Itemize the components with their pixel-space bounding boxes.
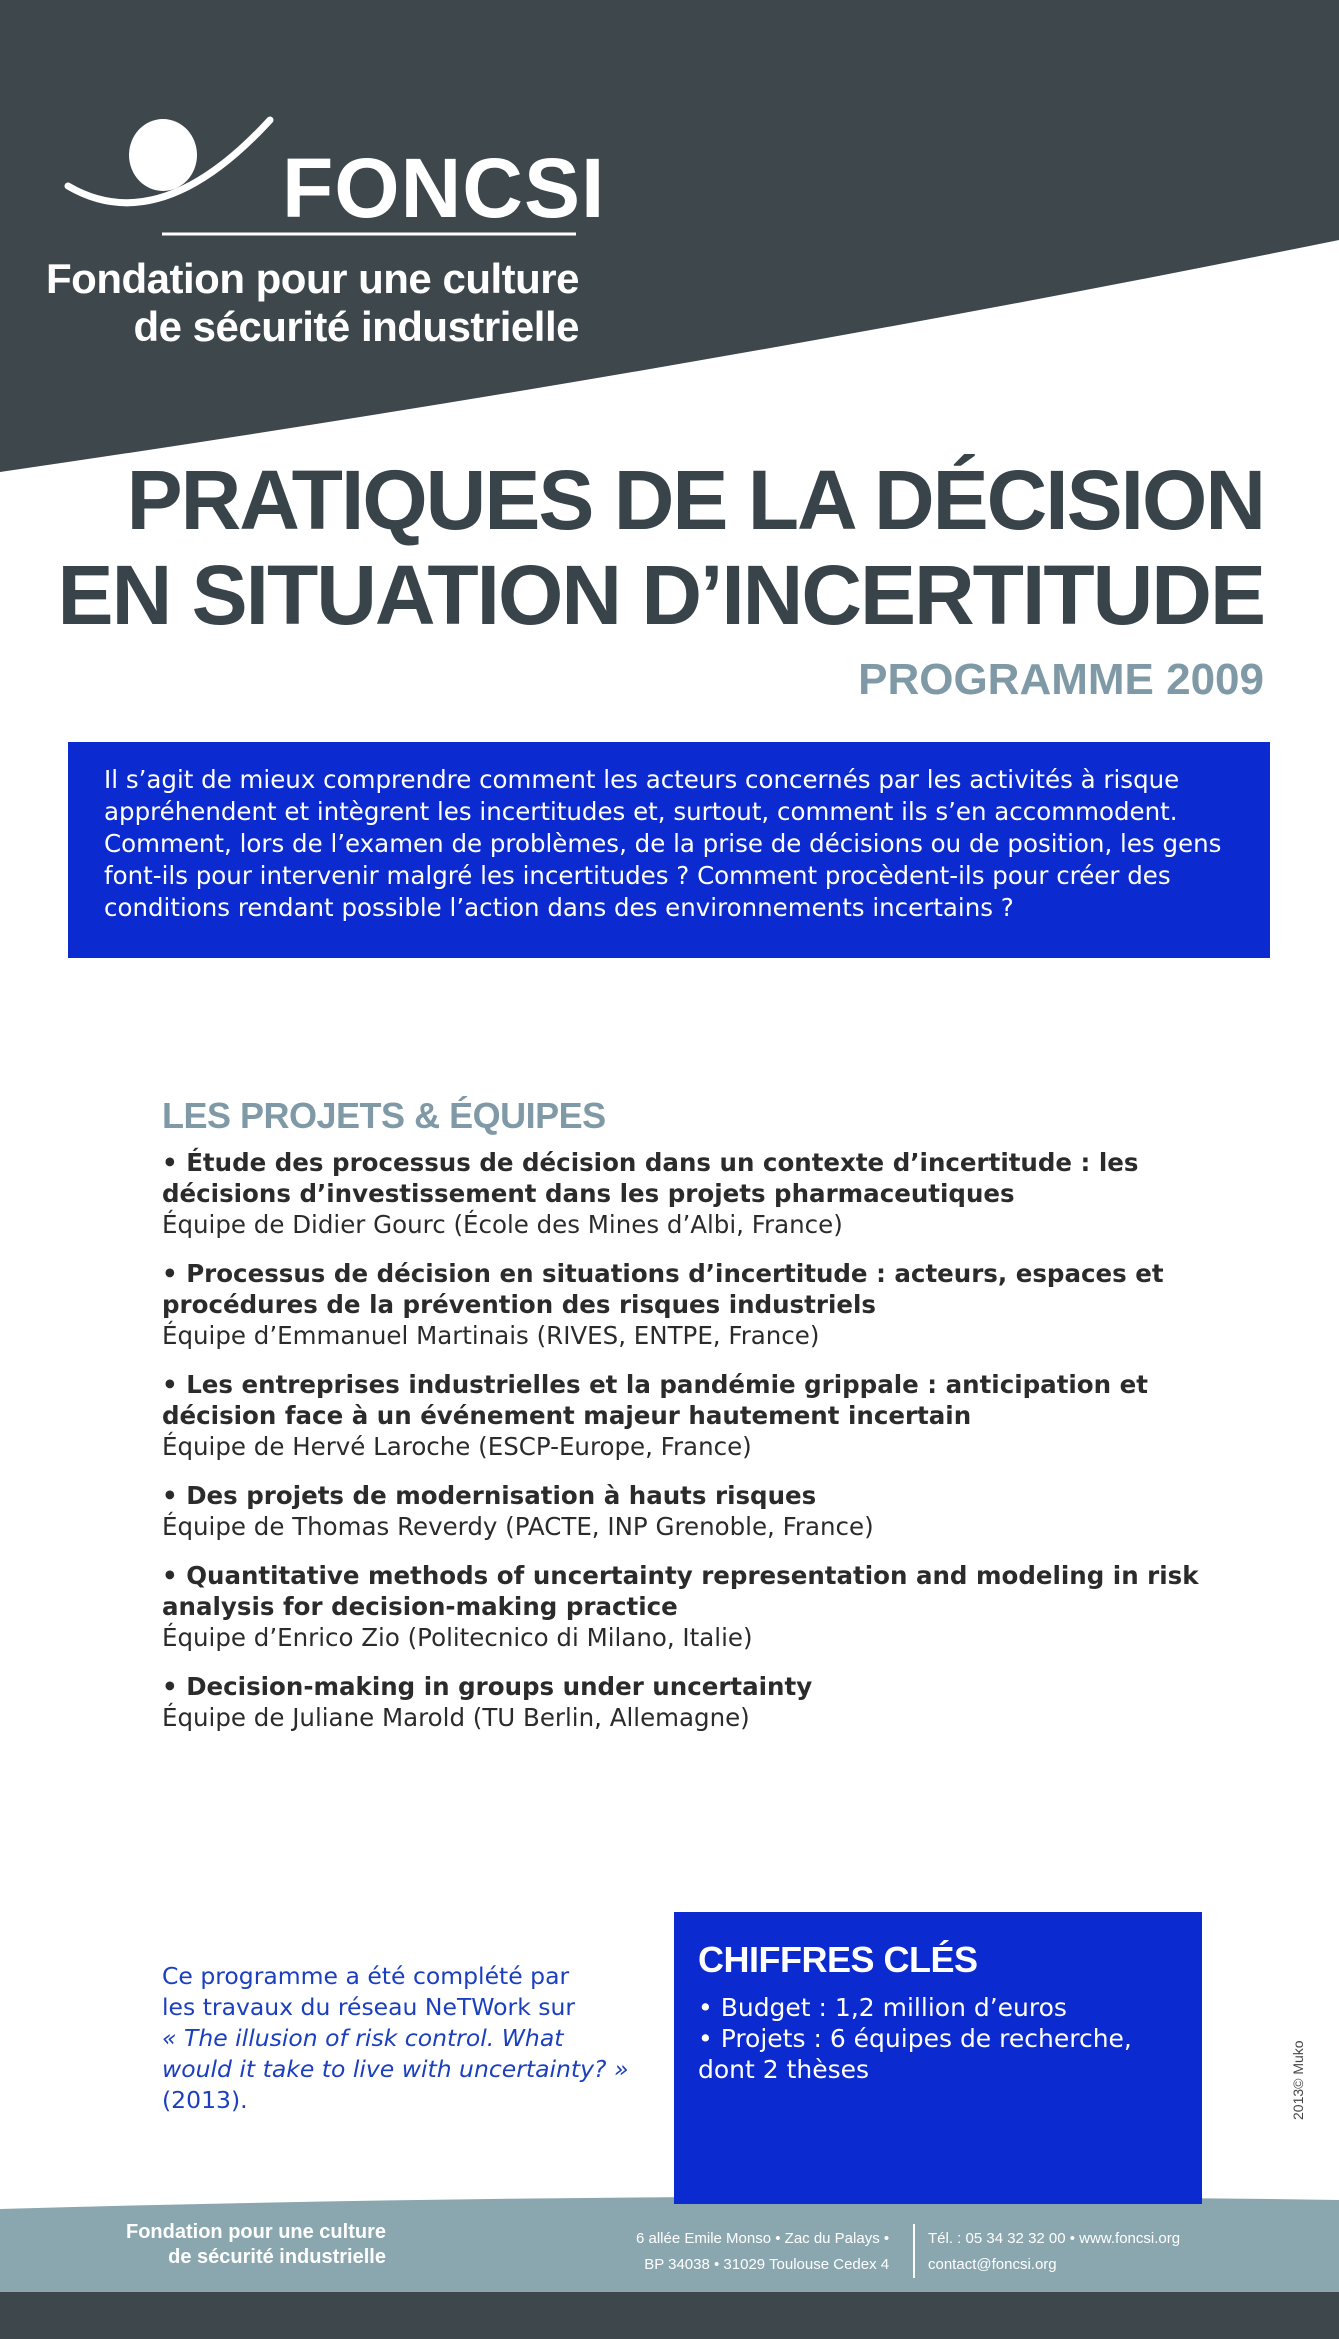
project-item [162, 1369, 1202, 1462]
footer-address [636, 2226, 889, 2278]
projects-heading: LES PROJETS & ÉQUIPES [162, 1095, 606, 1136]
projects-list [162, 1147, 1202, 1751]
project-item [162, 1560, 1202, 1653]
key-figure-projects: • Projets : 6 équipes de recherche, [698, 2024, 1132, 2053]
network-note-line-1: Ce programme a été complété par [162, 1962, 570, 1990]
project-title: • Étude des processus de décision dans un contexte d’incertitude : les décisions d’investissement dans les projets pharmaceutiques [162, 1148, 1139, 1208]
network-note-year: (2013). [162, 2086, 248, 2114]
project-team: Équipe de Didier Gourc (École des Mines d’Albi, France) [162, 1210, 843, 1239]
copyright-credit: 2013© Muko [1290, 2040, 1306, 2120]
footer-email[interactable]: contact@foncsi.org [928, 2256, 1057, 2273]
project-item [162, 1147, 1202, 1240]
project-item [162, 1480, 1202, 1542]
intro-box [68, 742, 1270, 958]
header-dark-band [0, 0, 1339, 472]
project-title: • Decision-making in groups under uncertainty [162, 1672, 813, 1701]
programme-label: PROGRAMME 2009 [858, 655, 1264, 704]
key-figure-budget: • Budget : 1,2 million d’euros [698, 1993, 1067, 2022]
network-note-italic-text-1: « The illusion of risk control. What [162, 2024, 564, 2052]
foundation-line-1: Fondation pour une culture [46, 255, 579, 302]
project-title: • Processus de décision en situations d’incertitude : acteurs, espaces et procédures de la prévention des risques industriels [162, 1259, 1164, 1319]
project-team: Équipe de Juliane Marold (TU Berlin, Allemagne) [162, 1703, 750, 1732]
network-note-italic-text-2: would it take to live with uncertainty? » [162, 2055, 629, 2083]
project-item [162, 1258, 1202, 1351]
project-title: • Quantitative methods of uncertainty representation and modeling in risk analysis for decision-making practice [162, 1561, 1199, 1621]
project-team: Équipe de Hervé Laroche (ESCP-Europe, France) [162, 1432, 752, 1461]
footer-contact [928, 2226, 1180, 2278]
footer-foundation [126, 2220, 386, 2270]
key-figures-box [674, 1912, 1202, 2204]
page-title-line-2: EN SITUATION D’INCERTITUDE [57, 548, 1264, 642]
network-note-italic-2 [162, 2054, 632, 2085]
foundation-line-2: de sécurité industrielle [133, 303, 579, 350]
page-title-line-1: PRATIQUES DE LA DÉCISION [126, 453, 1264, 547]
footer-dark-strip [0, 2292, 1339, 2339]
footer-phone-web[interactable]: Tél. : 05 34 32 32 00 • www.foncsi.org [928, 2230, 1181, 2247]
project-team: Équipe d’Emmanuel Martinais (RIVES, ENTPE, France) [162, 1321, 820, 1350]
footer-address-line-2: BP 34038 • 31029 Toulouse Cedex 4 [644, 2256, 890, 2273]
brand-logo-text: FONCSI [282, 141, 606, 235]
network-note-italic-1 [162, 2023, 632, 2054]
project-team: Équipe d’Enrico Zio (Politecnico di Milano, Italie) [162, 1623, 753, 1652]
key-figure-theses: dont 2 thèses [698, 2055, 870, 2084]
project-title: • Les entreprises industrielles et la pandémie grippale : anticipation et décision face à un événement majeur hautement incertain [162, 1370, 1148, 1430]
footer-foundation-line-2: de sécurité industrielle [168, 2246, 386, 2268]
intro-text: Il s’agit de mieux comprendre comment les acteurs concernés par les activités à risque appréhendent et intègrent les incertitudes et, surtout, comment ils s’en accommodent. Comment, lors de l’examen de problèmes, de la prise de décisions ou de position, les gens font-ils pour intervenir malgré les incertitudes ? Comment procèdent-ils pour créer des conditions rendant possible l’action dans des environnements incertains ? [104, 765, 1222, 922]
key-figures-title: CHIFFRES CLÉS [698, 1939, 978, 1980]
project-team: Équipe de Thomas Reverdy (PACTE, INP Grenoble, France) [162, 1512, 874, 1541]
footer-address-line-1: 6 allée Emile Monso • Zac du Palays • [636, 2230, 890, 2247]
project-item [162, 1671, 1202, 1733]
project-title: • Des projets de modernisation à hauts risques [162, 1481, 817, 1510]
footer-foundation-line-1: Fondation pour une culture [126, 2221, 386, 2243]
network-note-line-2: les travaux du réseau NeTWork sur [162, 1993, 576, 2021]
network-note [162, 1961, 632, 2116]
logo-sphere [129, 119, 197, 191]
